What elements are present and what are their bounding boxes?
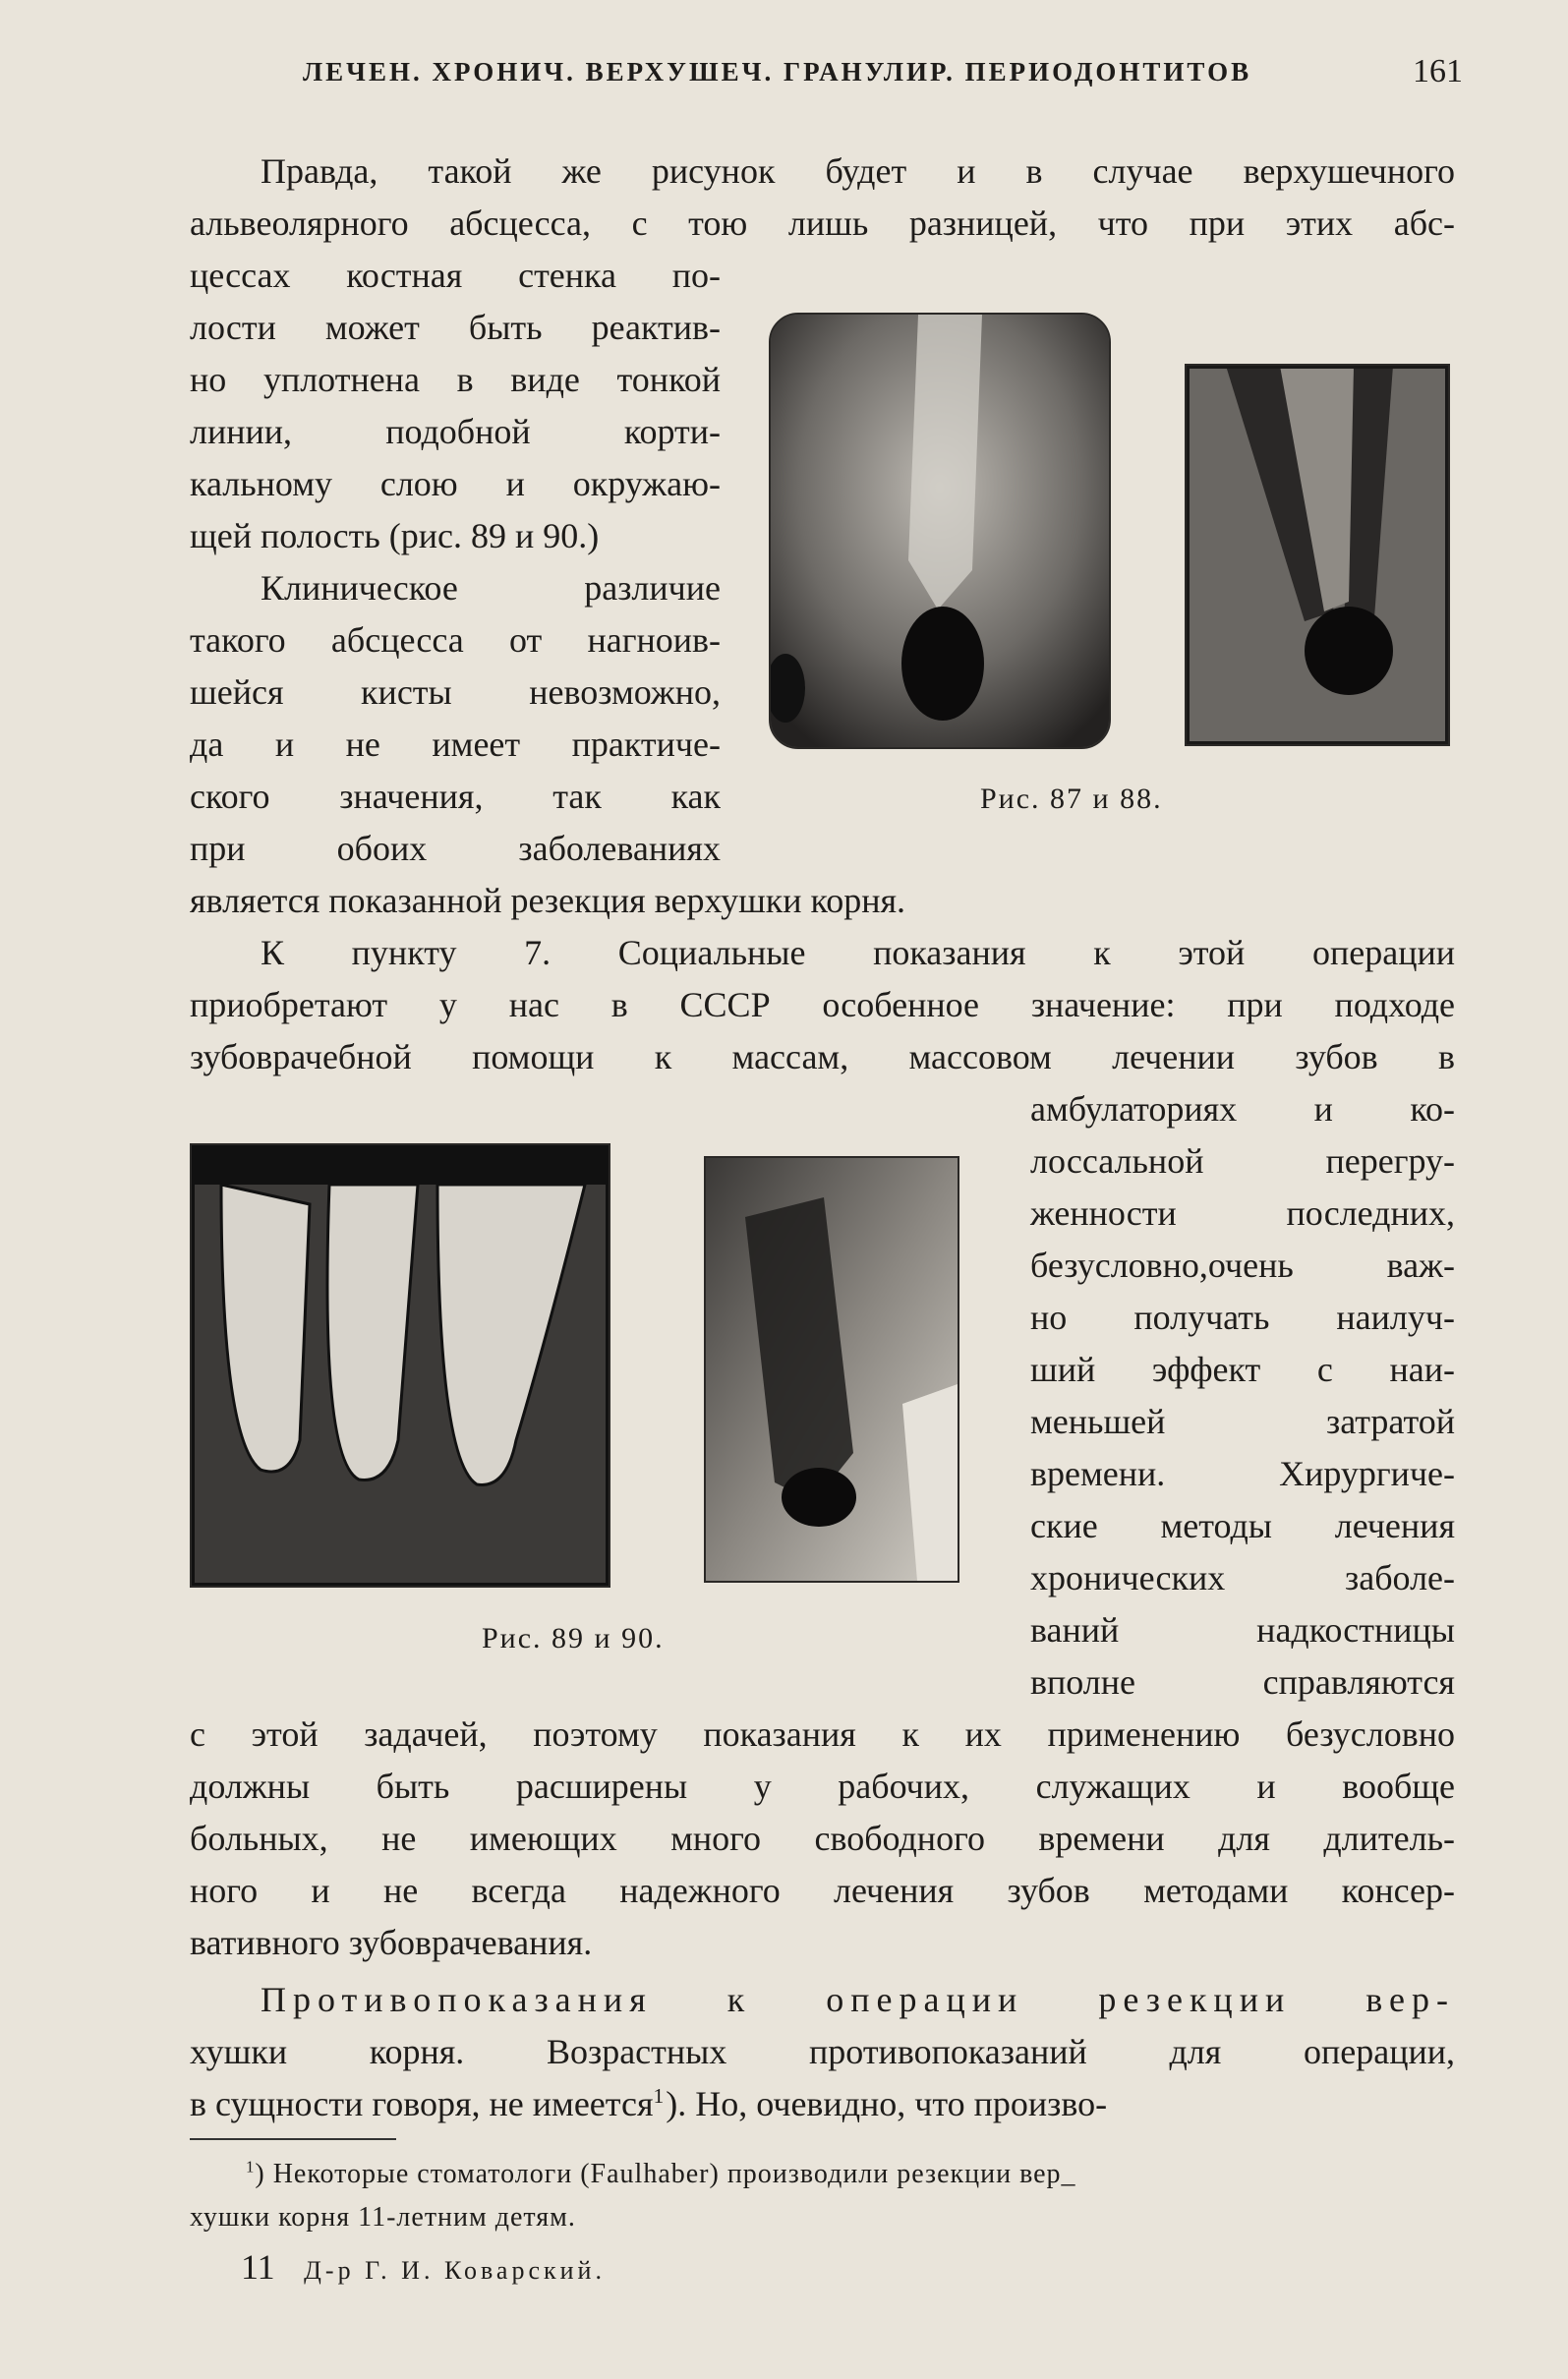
sheet-number: 11 [241,2247,275,2287]
footnote-line: хушки корня 11-летним детям. [190,2202,576,2233]
text-line: является показанной резекция верхушки корня. [190,881,906,920]
xray-figure-88 [1185,364,1450,746]
text-line: приобретают у нас в СССР особенное значение: при подходе [190,985,1455,1024]
text-line: ские методы лечения [1030,1506,1455,1545]
text-line: цессах костная стенка по- [190,256,721,295]
text-line-with-footnote-ref [190,2082,1455,2125]
text-line: хронических заболе- [1030,1558,1455,1597]
running-title: ЛЕЧЕН. ХРОНИЧ. ВЕРХУШЕЧ. ГРАНУЛИР. ПЕРИОДОНТИТОВ [303,57,1252,87]
text-line: больных, не имеющих много свободного времени для длитель- [190,1819,1455,1858]
footnote-line [246,2155,1076,2194]
text-line: но уплотнена в виде тонкой [190,360,721,399]
footnote-marker: 1 [246,2157,256,2176]
xray-figure-87 [769,313,1111,749]
text-line: хушки корня. Возрастных противопоказаний для операции, [190,2032,1455,2071]
tooth-drawing-figure-89 [190,1143,610,1588]
text-line: Противопоказания к операции резекции вер- [261,1980,1455,2019]
author-name: Д-р Г. И. Коварский. [304,2256,606,2285]
text-line: вполне справляются [1030,1662,1455,1702]
text-line: лоссальной перегру- [1030,1141,1455,1181]
text-line: ваний надкостницы [1030,1610,1455,1650]
text-line: шейся кисты невозможно, [190,672,721,712]
text-line: безусловно,очень важ- [1030,1246,1455,1285]
text-segment: ). Но, очевидно, что произво- [666,2084,1108,2123]
text-line: да и не имеет практиче- [190,725,721,764]
footnote-rule [190,2138,396,2140]
text-line: Клиническое различие [261,568,721,608]
figure-caption-87-88: Рис. 87 и 88. [980,783,1163,815]
footnote-ref[interactable]: 1 [653,2084,665,2108]
text-line: К пункту 7. Социальные показания к этой операции [261,933,1455,972]
text-line: амбулаториях и ко- [1030,1089,1455,1129]
xray-figure-90 [704,1156,959,1583]
figure-caption-89-90: Рис. 89 и 90. [482,1622,665,1654]
text-line: ного и не всегда надежного лечения зубов методами консер- [190,1871,1455,1910]
text-line: щей полость (рис. 89 и 90.) [190,516,600,555]
text-line: альвеолярного абсцесса, с тою лишь разницей, что при этих абс- [190,203,1455,243]
text-line: но получать наилуч- [1030,1298,1455,1337]
footnote-text: ) Некоторые стоматологи (Faulhaber) производили резекции вер_ [255,2159,1076,2189]
text-line: кальному слою и окружаю- [190,464,721,503]
text-line: ший эффект с наи- [1030,1350,1455,1389]
text-line: с этой задачей, поэтому показания к их применению безусловно [190,1714,1455,1754]
running-header [303,53,1463,89]
page-number: 161 [1413,53,1463,89]
text-line: времени. Хирургиче- [1030,1454,1455,1493]
printer-signature [241,2246,606,2288]
text-line: меньшей затратой [1030,1402,1455,1441]
text-line: Правда, такой же рисунок будет и в случае верхушечного [261,151,1455,191]
text-line: линии, подобной корти- [190,412,721,451]
text-line: при обоих заболеваниях [190,829,721,868]
text-line: женности последних, [1030,1193,1455,1233]
text-line: вативного зубоврачевания. [190,1923,593,1962]
text-line: лости может быть реактив- [190,308,721,347]
text-line: должны быть расширены у рабочих, служащих и вообще [190,1767,1455,1806]
text-line: зубоврачебной помощи к массам, массовом лечении зубов в [190,1037,1455,1076]
text-line: такого абсцесса от нагноив- [190,620,721,660]
text-line: ского значения, так как [190,777,721,816]
text-segment: в сущности говоря, не имеется [190,2084,654,2123]
